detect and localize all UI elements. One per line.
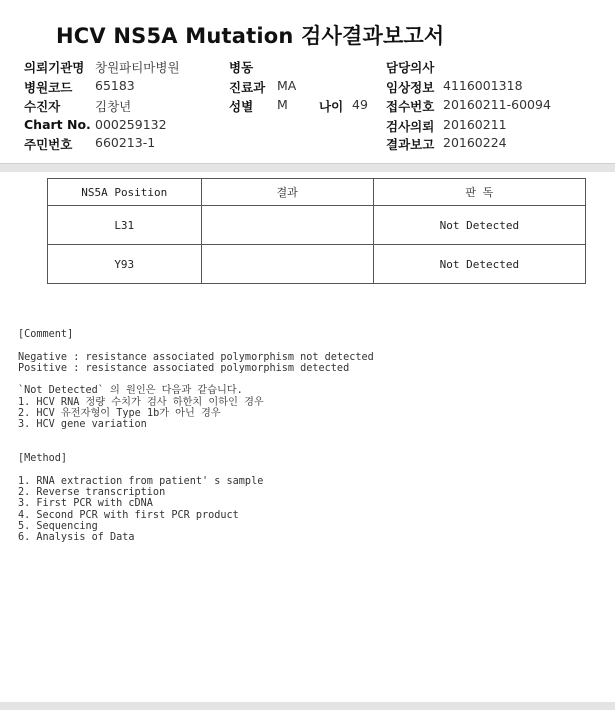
field-value [95,135,155,150]
comment-line: Positive : resistance associated polymorphism detected [18,363,350,374]
sex-value: M [277,97,288,112]
comment-reasons-intro: `Not Detected` 의 원인은 다음과 같습니다. [18,385,243,396]
field-value [443,117,507,132]
table-header-row [48,179,586,206]
table-row [48,206,586,245]
method-step: 4. Second PCR with first PCR product [18,510,239,521]
field-requesting-institution [24,58,84,76]
result-cell [201,245,373,284]
field-test-request-date [386,117,434,135]
field-sex [229,97,253,115]
field-chart-no [24,117,91,132]
interpretation-cell: Not Detected [373,206,585,245]
field-label: 검사의뢰 [386,119,435,134]
method-step: 5. Sequencing [18,521,98,532]
method-heading: [Method] [18,453,68,464]
field-label: 수진자 [24,99,61,114]
field-hospital-code [24,78,72,96]
header-ns5a-position: NS5A Position [48,179,202,206]
hospital-code-value: 65183 [95,78,135,93]
position-cell: Y93 [48,245,202,284]
field-label: 담당의사 [386,60,435,75]
field-department [229,78,265,96]
field-result-report-date [386,135,434,153]
requesting-institution-value: 창원파티마병원 [95,60,180,75]
field-age [319,97,343,115]
result-report-date-value: 20160224 [443,135,507,150]
comment-reason: 1. HCV RNA 정량 수치가 검사 하한치 이하인 경우 [18,397,264,408]
field-attending-physician [386,58,434,76]
comment-heading: [Comment] [18,329,74,340]
method-step: 6. Analysis of Data [18,532,135,543]
method-step: 2. Reverse transcription [18,487,166,498]
field-value [95,97,131,115]
field-value [95,78,135,93]
field-value [95,58,180,76]
field-value [95,117,167,132]
field-label: 진료과 [229,80,266,95]
header-result: 결과 [201,179,373,206]
resident-number-value: 660213-1 [95,135,156,150]
field-label: 주민번호 [24,137,73,152]
header-interpretation: 판 독 [373,179,585,206]
field-value [443,78,523,93]
field-label: 임상정보 [386,80,435,95]
field-label: 접수번호 [386,99,435,114]
position-cell: L31 [48,206,202,245]
report-body [0,172,615,702]
field-label: Chart No. [24,117,91,132]
field-label: 나이 [319,99,344,114]
field-label: 병원코드 [24,80,73,95]
patient-name-value: 김창년 [95,99,132,114]
department-value: MA [277,78,297,93]
receipt-number-value: 20160211-60094 [443,97,551,112]
comment-line: Negative : resistance associated polymorphism not detected [18,352,374,363]
field-resident-number [24,135,72,153]
field-label: 결과보고 [386,137,435,152]
comment-reason: 2. HCV 유전자형이 Type 1b가 아닌 경우 [18,408,221,419]
field-label: 성별 [229,99,254,114]
method-step: 3. First PCR with cDNA [18,498,153,509]
field-value [277,78,296,93]
page-bottom-edge [0,702,615,710]
table-row [48,245,586,284]
comment-reason: 3. HCV gene variation [18,419,147,430]
chart-no-value: 000259132 [95,117,167,132]
report-title: HCV NS5A Mutation 검사결과보고서 [56,24,445,48]
result-cell [201,206,373,245]
method-step: 1. RNA extraction from patient' s sample [18,476,264,487]
field-patient-name [24,97,60,115]
interpretation-cell: Not Detected [373,245,585,284]
field-value [352,97,368,112]
field-value [277,97,288,112]
field-clinical-info [386,78,434,96]
results-table [47,178,586,284]
field-label: 의뢰기관명 [24,60,85,75]
age-value: 49 [352,97,368,112]
test-request-date-value: 20160211 [443,117,507,132]
field-ward [229,58,253,76]
section-divider [0,164,615,172]
field-label: 병동 [229,60,254,75]
clinical-info-value: 4116001318 [443,78,523,93]
field-value [443,135,507,150]
field-receipt-number [386,97,434,115]
report-header [0,0,615,164]
field-value [443,97,551,112]
